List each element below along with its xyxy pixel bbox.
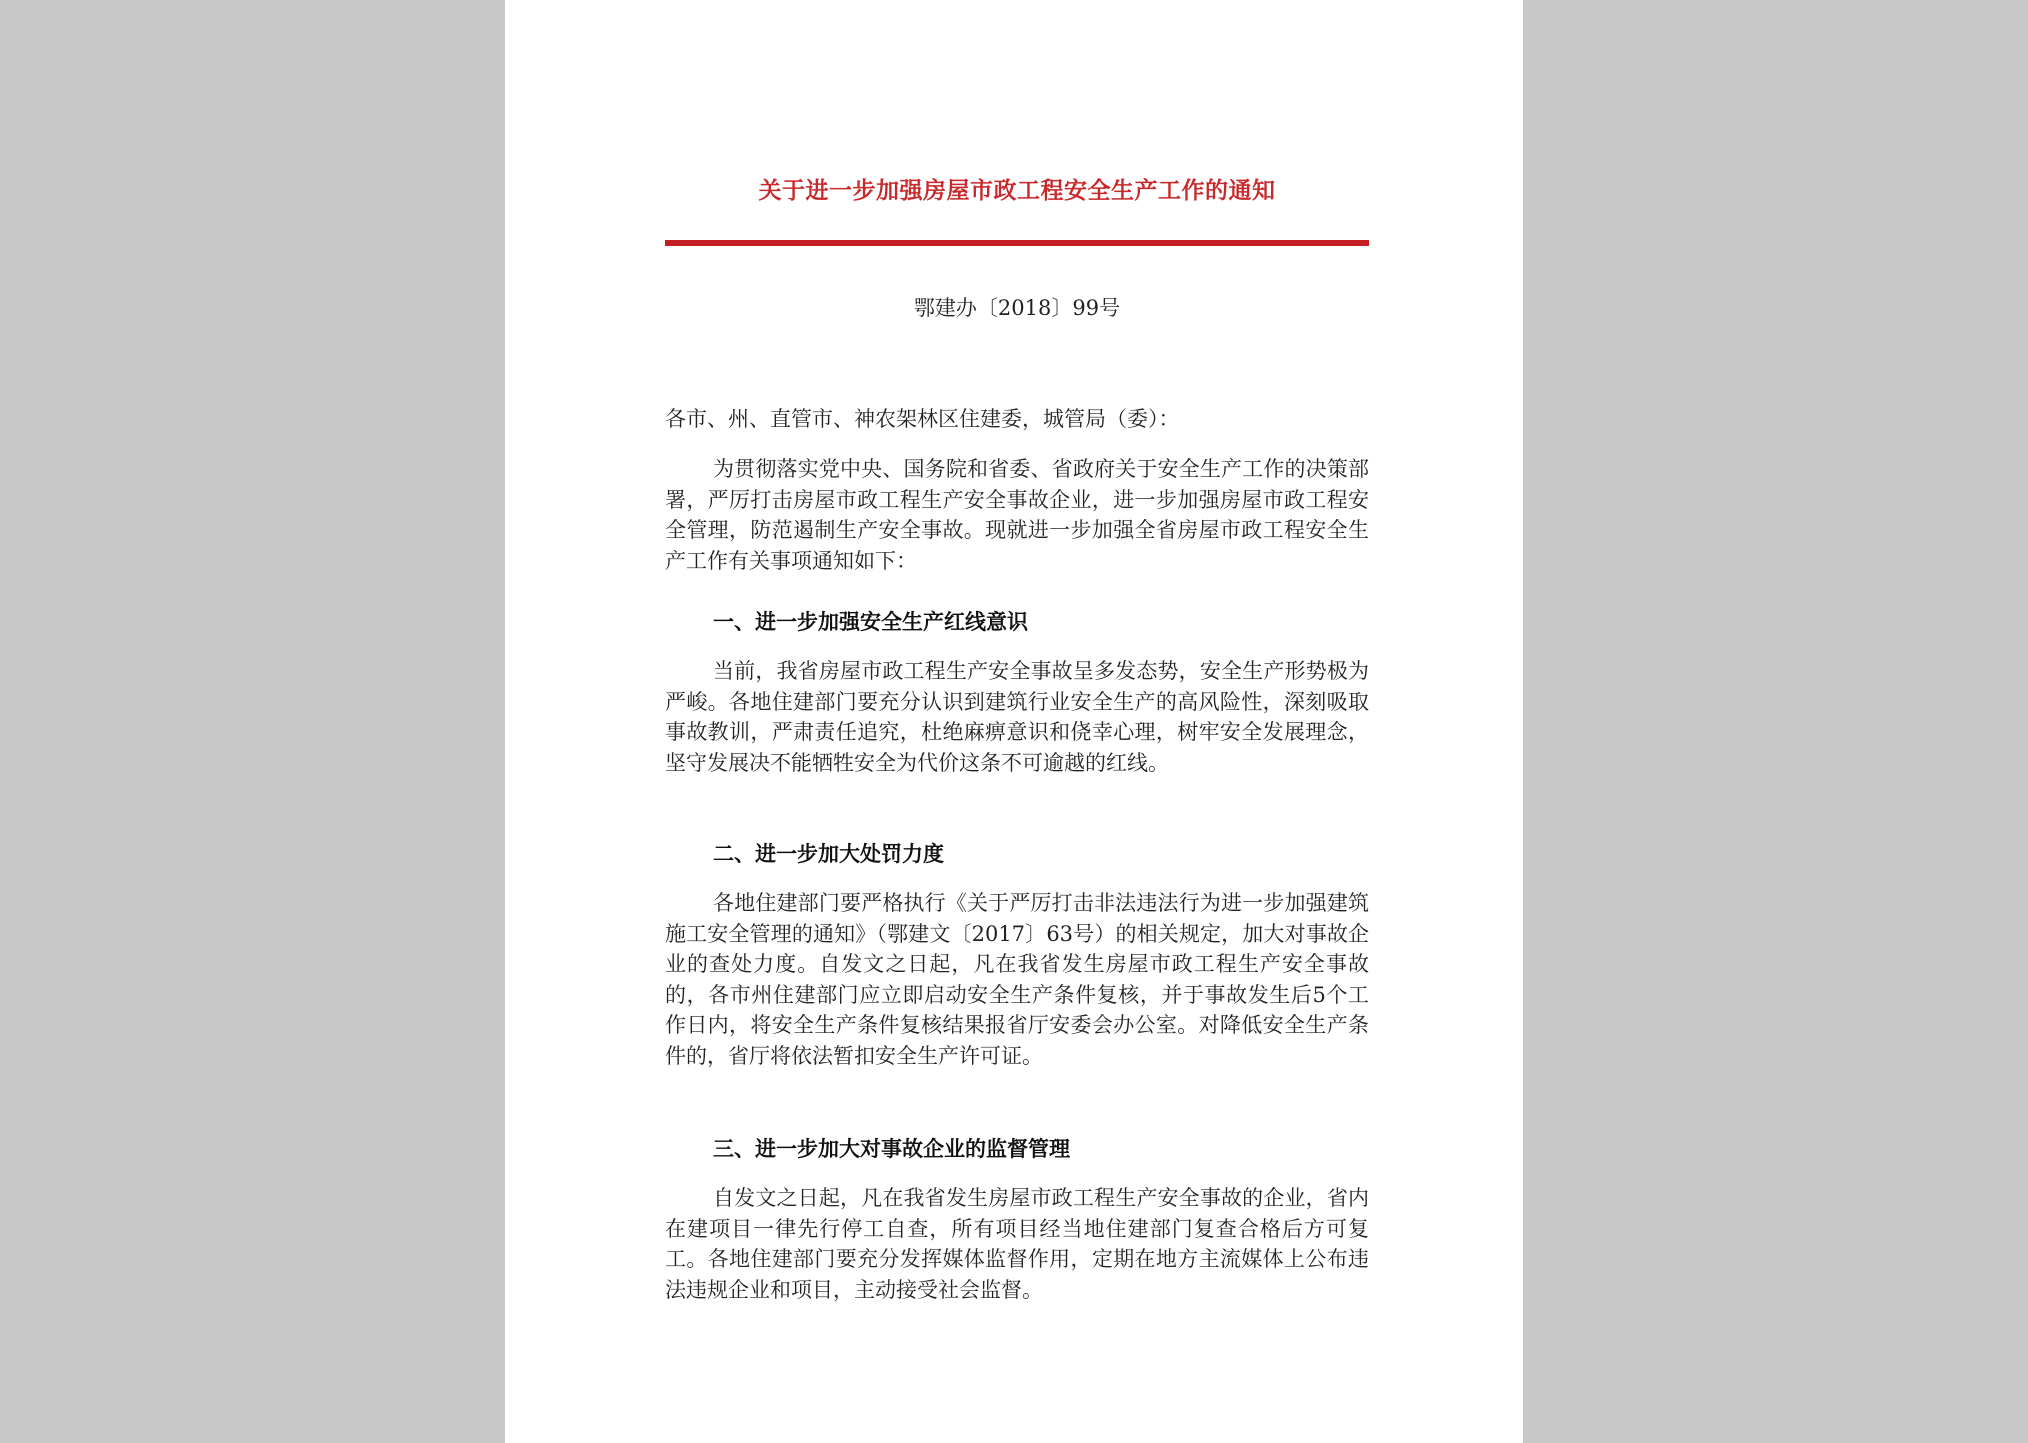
- intro-paragraph: 为贯彻落实党中央、国务院和省委、省政府关于安全生产工作的决策部署，严厉打击房屋市政工程生产安全事故企业，进一步加强房屋市政工程安全管理，防范遏制生产安全事故。现就进一步加强全省房屋市政工程安全生产工作有关事项通知如下：: [665, 457, 1369, 573]
- section-body-1: 当前，我省房屋市政工程生产安全事故呈多发态势，安全生产形势极为严峻。各地住建部门要充分认识到建筑行业安全生产的高风险性，深刻吸取事故教训，严肃责任追究，杜绝麻痹意识和侥幸心理，树牢安全发展理念，坚守发展决不能牺牲安全为代价这条不可逾越的红线。: [665, 659, 1369, 775]
- section-heading-1: 一、进一步加强安全生产红线意识: [713, 609, 1028, 634]
- addressee-line: 各市、州、直管市、神农架林区住建委，城管局（委）：: [665, 407, 1180, 431]
- section-body-2: 各地住建部门要严格执行《关于严厉打击非法违法行为进一步加强建筑施工安全管理的通知》（鄂建文〔2017〕63号）的相关规定，加大对事故企业的查处力度。自发文之日起，凡在我省发生房屋市政工程生产安全事故的，各市州住建部门应立即启动安全生产条件复核，并于事故发生后5个工作日内，将安全生产条件复核结果报省厅安委会办公室。对降低安全生产条件的，省厅将依法暂扣安全生产许可证。: [665, 891, 1369, 1068]
- section-heading-3: 三、进一步加大对事故企业的监督管理: [713, 1136, 1070, 1161]
- document-title: 关于进一步加强房屋市政工程安全生产工作的通知: [758, 177, 1276, 204]
- red-header-rule: [665, 240, 1369, 246]
- document-number: 鄂建办〔2018〕99号: [913, 296, 1121, 320]
- document-page: [505, 0, 1523, 1443]
- section-heading-2: 二、进一步加大处罚力度: [713, 841, 944, 866]
- section-body-3: 自发文之日起，凡在我省发生房屋市政工程生产安全事故的企业，省内在建项目一律先行停工自查，所有项目经当地住建部门复查合格后方可复工。各地住建部门要充分发挥媒体监督作用，定期在地方主流媒体上公布违法违规企业和项目，主动接受社会监督。: [665, 1186, 1369, 1302]
